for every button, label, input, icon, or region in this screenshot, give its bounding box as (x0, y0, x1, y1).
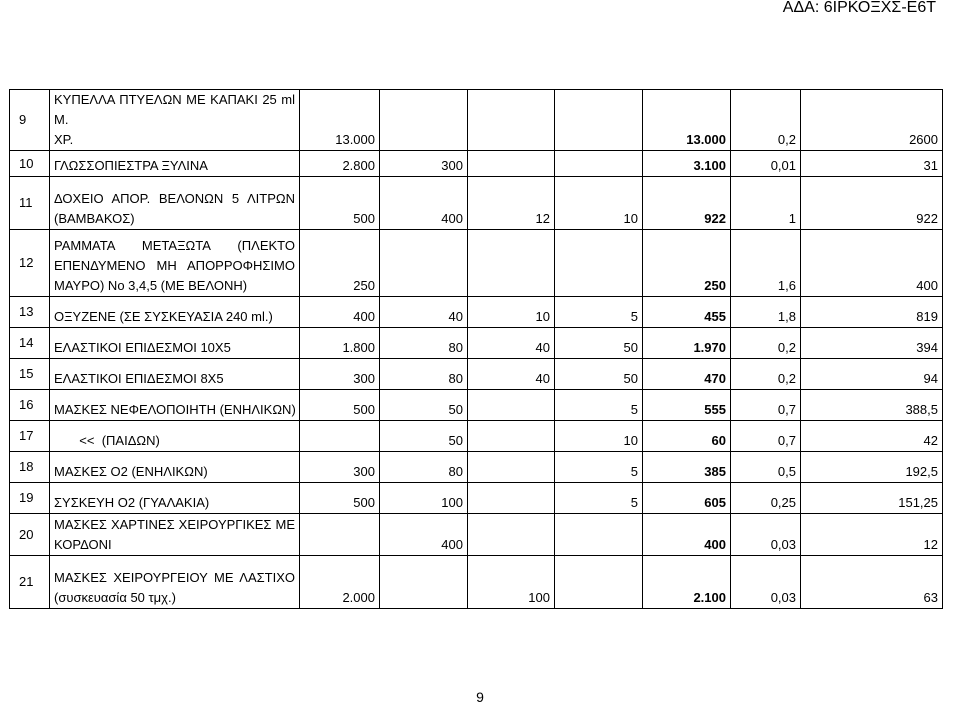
row-number: 18 (10, 452, 50, 483)
table-row (10, 556, 943, 609)
line-amount: 2600 (801, 90, 943, 151)
quantity-1: 1.800 (300, 328, 380, 359)
quantity-3 (468, 483, 555, 514)
quantity-4: 5 (555, 297, 643, 328)
line-amount: 819 (801, 297, 943, 328)
quantity-3 (468, 151, 555, 177)
quantity-2: 80 (380, 359, 468, 390)
total-quantity: 455 (643, 297, 731, 328)
description-line: ΡΑΜΜΑΤΑ ΜΕΤΑΞΩΤΑ (ΠΛΕΚΤΟ (54, 238, 295, 253)
quantity-4: 10 (555, 421, 643, 452)
total-quantity: 60 (643, 421, 731, 452)
line-amount: 31 (801, 151, 943, 177)
quantity-3 (468, 390, 555, 421)
unit-price: 0,2 (731, 90, 801, 151)
line-amount: 388,5 (801, 390, 943, 421)
page-number: 9 (476, 689, 484, 705)
description-line: ΕΛΑΣΤΙΚΟΙ ΕΠΙΔΕΣΜΟΙ 10Χ5 (54, 340, 231, 355)
quantity-4: 5 (555, 390, 643, 421)
quantity-1: 500 (300, 390, 380, 421)
quantity-3: 100 (468, 556, 555, 609)
row-number: 12 (10, 230, 50, 297)
quantity-2: 300 (380, 151, 468, 177)
quantity-1: 300 (300, 359, 380, 390)
table-row (10, 151, 943, 177)
quantity-1: 500 (300, 177, 380, 230)
quantity-4 (555, 151, 643, 177)
item-description (50, 297, 300, 328)
total-quantity: 470 (643, 359, 731, 390)
quantity-4 (555, 556, 643, 609)
quantity-2 (380, 90, 468, 151)
item-description (50, 483, 300, 514)
total-quantity: 250 (643, 230, 731, 297)
quantity-1: 2.800 (300, 151, 380, 177)
item-description (50, 177, 300, 230)
quantity-2 (380, 230, 468, 297)
quantity-1: 500 (300, 483, 380, 514)
quantity-4: 10 (555, 177, 643, 230)
item-description (50, 328, 300, 359)
quantity-2: 80 (380, 328, 468, 359)
line-amount: 151,25 (801, 483, 943, 514)
item-description (50, 151, 300, 177)
quantity-3 (468, 452, 555, 483)
quantity-3: 10 (468, 297, 555, 328)
description-line: ΜΑΣΚΕΣ ΝΕΦΕΛΟΠΟΙΗΤΗ (ΕΝΗΛΙΚΩΝ) (54, 402, 296, 417)
line-amount: 12 (801, 514, 943, 556)
line-amount: 192,5 (801, 452, 943, 483)
description-line: << (ΠΑΙΔΩΝ) (54, 433, 160, 448)
row-number: 11 (10, 177, 50, 230)
row-number: 17 (10, 421, 50, 452)
table-row (10, 390, 943, 421)
description-line: (ΒΑΜΒΑΚΟΣ) (54, 211, 135, 226)
item-description (50, 514, 300, 556)
quantity-2 (380, 556, 468, 609)
description-line: ΓΛΩΣΣΟΠΙΕΣΤΡΑ ΞΥΛΙΝΑ (54, 158, 208, 173)
unit-price: 0,5 (731, 452, 801, 483)
item-description (50, 390, 300, 421)
line-amount: 400 (801, 230, 943, 297)
description-line: ΜΑΣΚΕΣ ΧΕΙΡΟΥΡΓΕΙΟΥ ΜΕ ΛΑΣΤΙΧΟ (54, 570, 295, 585)
item-description (50, 452, 300, 483)
document-id: ΑΔΑ: 6ΙΡΚΟΞΧΣ-Ε6Τ (782, 0, 936, 16)
total-quantity: 555 (643, 390, 731, 421)
table-row (10, 483, 943, 514)
quantity-4: 50 (555, 328, 643, 359)
line-amount: 394 (801, 328, 943, 359)
total-quantity: 400 (643, 514, 731, 556)
quantity-2: 400 (380, 177, 468, 230)
description-line: ΜΑΥΡΟ) Νο 3,4,5 (ΜΕ ΒΕΛΟΝΗ) (54, 278, 248, 293)
table-row (10, 90, 943, 151)
row-number: 19 (10, 483, 50, 514)
table-row (10, 297, 943, 328)
quantity-3: 40 (468, 359, 555, 390)
table-row (10, 421, 943, 452)
quantity-2: 100 (380, 483, 468, 514)
unit-price: 0,01 (731, 151, 801, 177)
item-description (50, 230, 300, 297)
quantity-3 (468, 514, 555, 556)
item-description (50, 359, 300, 390)
table-row (10, 514, 943, 556)
line-amount: 63 (801, 556, 943, 609)
row-number: 20 (10, 514, 50, 556)
quantity-1: 300 (300, 452, 380, 483)
table-row (10, 230, 943, 297)
item-description (50, 90, 300, 151)
row-number: 14 (10, 328, 50, 359)
item-description (50, 556, 300, 609)
quantity-4: 5 (555, 483, 643, 514)
quantity-2: 50 (380, 421, 468, 452)
quantity-4 (555, 90, 643, 151)
description-line: ΧΡ. (54, 132, 74, 147)
total-quantity: 605 (643, 483, 731, 514)
total-quantity: 3.100 (643, 151, 731, 177)
table-row (10, 328, 943, 359)
unit-price: 1,6 (731, 230, 801, 297)
unit-price: 0,2 (731, 328, 801, 359)
unit-price: 0,2 (731, 359, 801, 390)
description-line: ΕΛΑΣΤΙΚΟΙ ΕΠΙΔΕΣΜΟΙ 8Χ5 (54, 371, 224, 386)
quantity-1 (300, 514, 380, 556)
quantity-3 (468, 230, 555, 297)
item-description (50, 421, 300, 452)
quantity-4: 5 (555, 452, 643, 483)
unit-price: 0,03 (731, 556, 801, 609)
row-number: 21 (10, 556, 50, 609)
quantity-2: 40 (380, 297, 468, 328)
unit-price: 1 (731, 177, 801, 230)
quantity-1: 13.000 (300, 90, 380, 151)
unit-price: 0,25 (731, 483, 801, 514)
table-row (10, 177, 943, 230)
table-row (10, 359, 943, 390)
line-amount: 922 (801, 177, 943, 230)
row-number: 9 (10, 90, 50, 151)
total-quantity: 13.000 (643, 90, 731, 151)
unit-price: 0,7 (731, 421, 801, 452)
row-number: 16 (10, 390, 50, 421)
total-quantity: 922 (643, 177, 731, 230)
line-amount: 42 (801, 421, 943, 452)
quantity-1: 400 (300, 297, 380, 328)
quantity-4: 50 (555, 359, 643, 390)
quantity-3: 40 (468, 328, 555, 359)
quantity-2: 80 (380, 452, 468, 483)
description-line: ΚΥΠΕΛΛΑ ΠΤΥΕΛΩΝ ΜΕ ΚΑΠΑΚΙ 25 ml Μ. (54, 92, 295, 127)
quantity-3 (468, 90, 555, 151)
row-number: 15 (10, 359, 50, 390)
quantity-3: 12 (468, 177, 555, 230)
table-row (10, 452, 943, 483)
description-line: ΕΠΕΝΔΥΜΕΝΟ ΜΗ ΑΠΟΡΡΟΦΗΣΙΜΟ (54, 258, 295, 273)
row-number: 10 (10, 151, 50, 177)
quantity-1: 2.000 (300, 556, 380, 609)
description-line: (συσκευασία 50 τμχ.) (54, 590, 176, 605)
description-line: ΔΟΧΕΙΟ ΑΠΟΡ. ΒΕΛΟΝΩΝ 5 ΛΙΤΡΩΝ (54, 191, 295, 206)
items-table (9, 89, 943, 609)
unit-price: 0,7 (731, 390, 801, 421)
quantity-2: 400 (380, 514, 468, 556)
unit-price: 0,03 (731, 514, 801, 556)
quantity-3 (468, 421, 555, 452)
description-line: ΜΑΣΚΕΣ Ο2 (ΕΝΗΛΙΚΩΝ) (54, 464, 208, 479)
line-amount: 94 (801, 359, 943, 390)
unit-price: 1,8 (731, 297, 801, 328)
quantity-2: 50 (380, 390, 468, 421)
total-quantity: 1.970 (643, 328, 731, 359)
total-quantity: 2.100 (643, 556, 731, 609)
quantity-4 (555, 514, 643, 556)
description-line: ΜΑΣΚΕΣ ΧΑΡΤΙΝΕΣ ΧΕΙΡΟΥΡΓΙΚΕΣ ΜΕ (54, 517, 295, 532)
total-quantity: 385 (643, 452, 731, 483)
description-line: ΣΥΣΚΕΥΗ Ο2 (ΓΥΑΛΑΚΙΑ) (54, 495, 210, 510)
row-number: 13 (10, 297, 50, 328)
description-line: ΚΟΡΔΟΝΙ (54, 537, 112, 552)
quantity-1 (300, 421, 380, 452)
quantity-1: 250 (300, 230, 380, 297)
description-line: ΟΞΥΖΕΝΕ (ΣΕ ΣΥΣΚΕΥΑΣΙΑ 240 ml.) (54, 309, 273, 324)
quantity-4 (555, 230, 643, 297)
